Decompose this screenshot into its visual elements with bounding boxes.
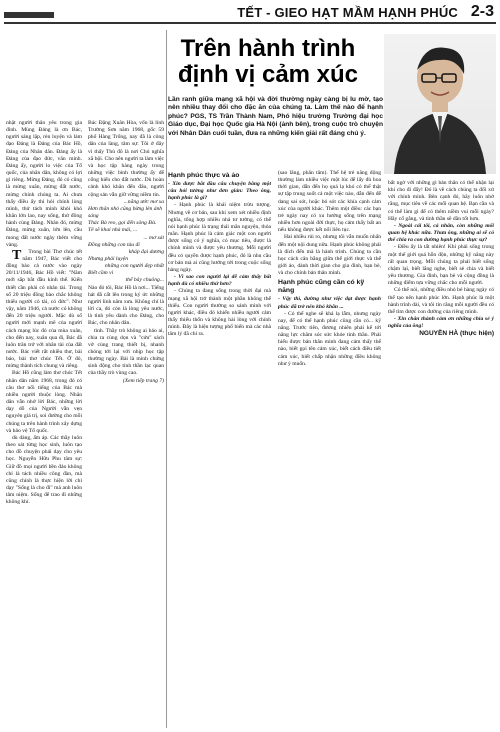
poem-line: Thác Bà reo, gọi đến sông Đà. xyxy=(88,220,157,227)
poem-line: Hơn thân nhỏ cũng bừng lên ánh sáng xyxy=(88,205,163,220)
column-3 xyxy=(168,170,271,728)
poem-line: Đồng những con tàu đi xyxy=(88,241,140,248)
question: - Xin được bắt đầu câu chuyện bằng một câu hỏi tưởng như đơn giản: Theo ông, hạnh phúc là gì? xyxy=(168,181,271,202)
question: - Vậy thì, đường như việc đạt được hạnh phúc đã trở nên khó khăn ... xyxy=(278,296,381,310)
continued-note: (Xem tiếp trang 7) xyxy=(122,377,164,384)
drop-cap: T xyxy=(12,247,22,263)
column-4 xyxy=(278,170,381,728)
answer: - Hạnh phúc là khái niệm trừu tượng. Nhưng về cơ bản, sau khi xem xét nhiều định nghĩa, tổng hợp nhiều nhà tư tưởng, có thể nói hạnh phúc là trạng thái mãn nguyện, thỏa mãn. Hạnh phúc là cảm giác một con người được sống có ý nghĩa, có mục tiêu, được là chính mình và được yêu thương. Mỗi người đều có quyền được hạnh phúc, đó là nhu cầu cơ bản mà ai cũng hướng tới trong cuộc sống hàng ngày. xyxy=(168,202,271,273)
page-header xyxy=(0,0,500,28)
title-line-1: Trên hành trình xyxy=(180,35,356,62)
paragraph: Bác Hồ cũng làm thơ chúc Tết nhân dân năm 1968, trong đó có câu thơ nổi tiếng của Bác mà nhiều người thuộc lòng. Nhân dân vẫn nhớ lời Bác, những lời dạy dỗ của Người vẫn vẹn nguyên giá trị, soi đường cho mỗi chúng ta trên hành trình xây dựng và bảo vệ Tổ quốc. xyxy=(6,370,82,434)
header-rule xyxy=(4,22,496,24)
answer: - Có thể nghe sẽ khá lạ lẫm, nhưng ngày nay, để có thể hạnh phúc cũng cần có... kỹ năng. Trước tiên, đương nhiên phải kể tới năng lực chăm sóc sức khỏe tinh thần. Phải hiểu được bản thân mình đang cảm thấy thế nào, biết gọi tên cảm xúc, biết cách điều tiết cảm xúc, biết chấp nhận những điều không như ý muốn. xyxy=(278,310,381,367)
paragraph: (sao lãng, phân tâm). Thế hệ trẻ năng động thường làm nhiều việc một lúc để lấy đủ hoa thời gian, dẫn đến họ quá lạ khó có thể thật sự tập trung suốt cả một việc nào, dẫn đến để dang sai sót, hoặc bỏ sót các khía cạnh cảm xúc của người khác. Thêm một điều: các bạn trẻ ngày nay có xu hướng sống trên mạng nhiều hơn ngoài đời thực, họ cảm thấy bất an nếu không được kết nối liên tục. xyxy=(278,170,381,234)
poem-line: Biết cầm vì xyxy=(88,270,114,277)
closing-question: - Xin chân thành cảm ơn những chia sẻ ý nghĩa của ông! xyxy=(388,315,494,330)
poem-line: Tê sẽ khai nhà mái, ... xyxy=(88,227,138,234)
title-line-2: định vị cảm xúc xyxy=(177,61,359,88)
paragraph: Hai nhiều rủi ro, nhưng tôi vẫn muốn nhấn đến một nội dung nữa. Hạnh phúc không phải là đích đến mà là hành trình. Chúng ta cần học cách cân bằng giữa thế giới thực và thế giới ảo, dành thời gian cho gia đình, bạn bè, và cho chính bản thân mình. xyxy=(278,234,381,277)
poem-line: thế bây chuông... xyxy=(125,277,164,284)
paragraph: bất ngờ với những gì bản thân có thể nhận lại khi cho đi đấy! Đó là về cách chúng ta đối xử với chính mình. Bên cạnh đó, hãy luôn nhớ rằng, mục tiêu về các mối quan hệ. Bạn cần và có thể làm gì để có thêm niềm vui mỗi ngày? Hãy cố gắng, và tinh thần sẽ dần tốt hơn. xyxy=(388,180,494,222)
paragraph: nhật người thân yêu trong gia đình. Mùng Đảng là ơn Bác, người sáng lập, rèn luyện và làm đạo Đảng là Đảng của Bác Hồ, Đảng của Nhân dân. Đảng ấy là Đảng của đạo đức, văn minh. Đảng ấy, người lo việc của Tổ quốc, của nhân dân, không có lợi gì riêng. Mừng Đảng, đó có cũng là mừng xuân, mừng đất nước, mừng chính chúng ta. Ai chưa thấy điều ấy thì hỏi chính lòng mình, thử tách mình khỏi khó khăn lớn lao, nay sống, thử đồng hành cùng Đảng. Nhân đó, mừng Đảng, mừng xuân, lớn lên, cầu mong đất nước ngày thêm vững vàng. xyxy=(6,120,82,248)
portrait-illustration xyxy=(384,34,496,174)
poem-line: ... mơ sát xyxy=(143,234,164,241)
paragraph: Nào đó tôi, Bác Hồ là nơi... Tiếng hát đã cất lên trong ký ức những người lính năm xưa. Không chỉ là lời ca, đó còn là lòng yêu nước, là tình yêu dành cho Đảng, cho Bác, cho nhân dân. xyxy=(88,284,164,327)
answer: - Điều ấy là tất nhiên! Khi phải sống trong một thế giới quá hỗn độn, những kỹ năng này rất quan trọng. Mỗi chúng ta phải biết sống chậm lại, biết lắng nghe, biết sẻ chia và biết yêu thương. Gia đình, bạn bè và cộng đồng là những điểm tựa vững chắc cho mỗi người. xyxy=(388,244,494,287)
subheading: Hạnh phúc thực và ảo xyxy=(168,172,240,179)
poem-line: Nhưng phải luyện xyxy=(88,255,129,262)
paragraph: tình. Thầy trò không ai bảo ai, chia ra cùng dọn và "cứu" sách vở cùng trang thiết bị, nhanh chóng tới lại với nhịp học tập thường ngày. Bài là minh chứng sinh động cho tinh thần lạc quan của thầy trò vùng cao. xyxy=(88,327,164,377)
paragraph: Có thể nói, những điều nhỏ bé hàng ngày có thể tạo nên hạnh phúc lớn. Hạnh phúc là một hành trình dài, và tôi tin rằng mỗi người đều có thể tìm được con đường của riêng mình. xyxy=(388,287,494,315)
paragraph: Bác Đặng Xuân Hòa, vốn là lính Trường Sơn năm 1968, gốc 59 phố Hàng Trống, nay đã là công dân của làng, tâm sự: Tôi ở đây vì thấy Thủ đô là nơi Chủ nghĩa xã hội. Cho nên người ta làm việc và học tập hàng ngày trong những việc bình thường ấy để cống hiến cho đất nước. Dù hoàn cảnh khó khăn đến đâu, người cộng sản vẫn giữ vững niềm tin. xyxy=(88,120,164,198)
paragraph: dù dàng, ấm áp. Các thầy luôn theo sát từng học sinh, luôn tạo cho đồ chuyện phải dạy cho yêu học. Nguyễn Hữu Phu tâm sự: Giữ đồ mọi người bền đảo không chỉ là tách nhiều công đàn, mà cũng chính là thực hiện lời chỉ dạy "Sống là cho đi" mà anh luôn tâm niệm. Sống để trao đi những không khí. xyxy=(6,434,82,506)
column-2 xyxy=(88,120,164,728)
header-bar xyxy=(4,12,54,18)
poem-line: ...nắng ước mơ xa xyxy=(123,198,164,205)
portrait-photo xyxy=(384,34,496,174)
paragraph-text: Trong bài Thơ chúc tết năm 1947, Bác viết cho đồng bào cả nước vào ngày 20/11/1946, Bác Hồ viết: "Năm mới sắp bắt đầu kính thể. Kiến thiết cần phải có nhân tài. Trong số 20 triệu đồng bào chắc không thiếu người có tài, có đức". Như vậy, năm 1946, cả nước có không đến 20 triệu người. Mặc dù số người mới mạnh mẽ của người cách mạng lúc đó của mùa xuân, cho đến nay, xuân qua đi, Bác đã luôn trăn trở với nhân tài của đất nước. Bác viết rất nhiều thư, bài báo, bài thơ chúc Tết. Ở đó, mừng thành tích chung và riêng. xyxy=(6,248,82,370)
column-5 xyxy=(388,180,494,728)
subheading: Hạnh phúc cũng cần có kỹ năng xyxy=(278,279,365,295)
column-divider xyxy=(166,30,167,728)
question: - Vì sao con người lại dễ cảm thấy bất hạnh dù có nhiều thứ hơn? xyxy=(168,274,271,288)
author-byline: NGUYỄN HÀ (thực hiện) xyxy=(419,330,494,338)
section-title: TẾT - GIEO HẠT MẦM HẠNH PHÚC xyxy=(237,5,458,20)
poem-line: kháp đại dương xyxy=(128,248,164,255)
page-number: 2-3 xyxy=(470,3,494,20)
answer: - Chúng ta đang sống trong thời đại mà mạng xã hội trở thành một phần không thể thiếu. Con người thường so sánh mình với người khác, điều đó khiến nhiều người cảm thấy thiếu thốn và không hài lòng với chính mình. Đây là hiện tượng phổ biến mà các nhà tâm lý đã chỉ ra. xyxy=(168,288,271,338)
column-1 xyxy=(6,120,82,728)
poem xyxy=(88,199,164,285)
question: - Ngoài cái tôi, cá nhân, còn những mối quan hệ khác nữa. Thưa ông, những ai sẽ có thể chia ra con đường hạnh phúc thực sự? xyxy=(388,222,494,244)
article-lead: Lần ranh giữa mạng xã hội và đời thường ngày càng bị lu mờ, tạo nên nhiều thay đổi cho đặc ăn của chúng ta. Làm thế nào để hạnh phúc? PGS, TS Trần Thành Nam, Phó hiệu trưởng Trường đại học Giáo dục, Đại học Quốc gia Hà Nội (ảnh bên), trong cuộc trò chuyện với Nhân Dân cuối tuần, đưa ra những kiến giải rất đáng chú ý. xyxy=(168,96,383,137)
paragraph xyxy=(6,249,82,371)
poem-line: những con người đẹp nhất xyxy=(104,263,164,270)
article-title xyxy=(168,36,368,88)
